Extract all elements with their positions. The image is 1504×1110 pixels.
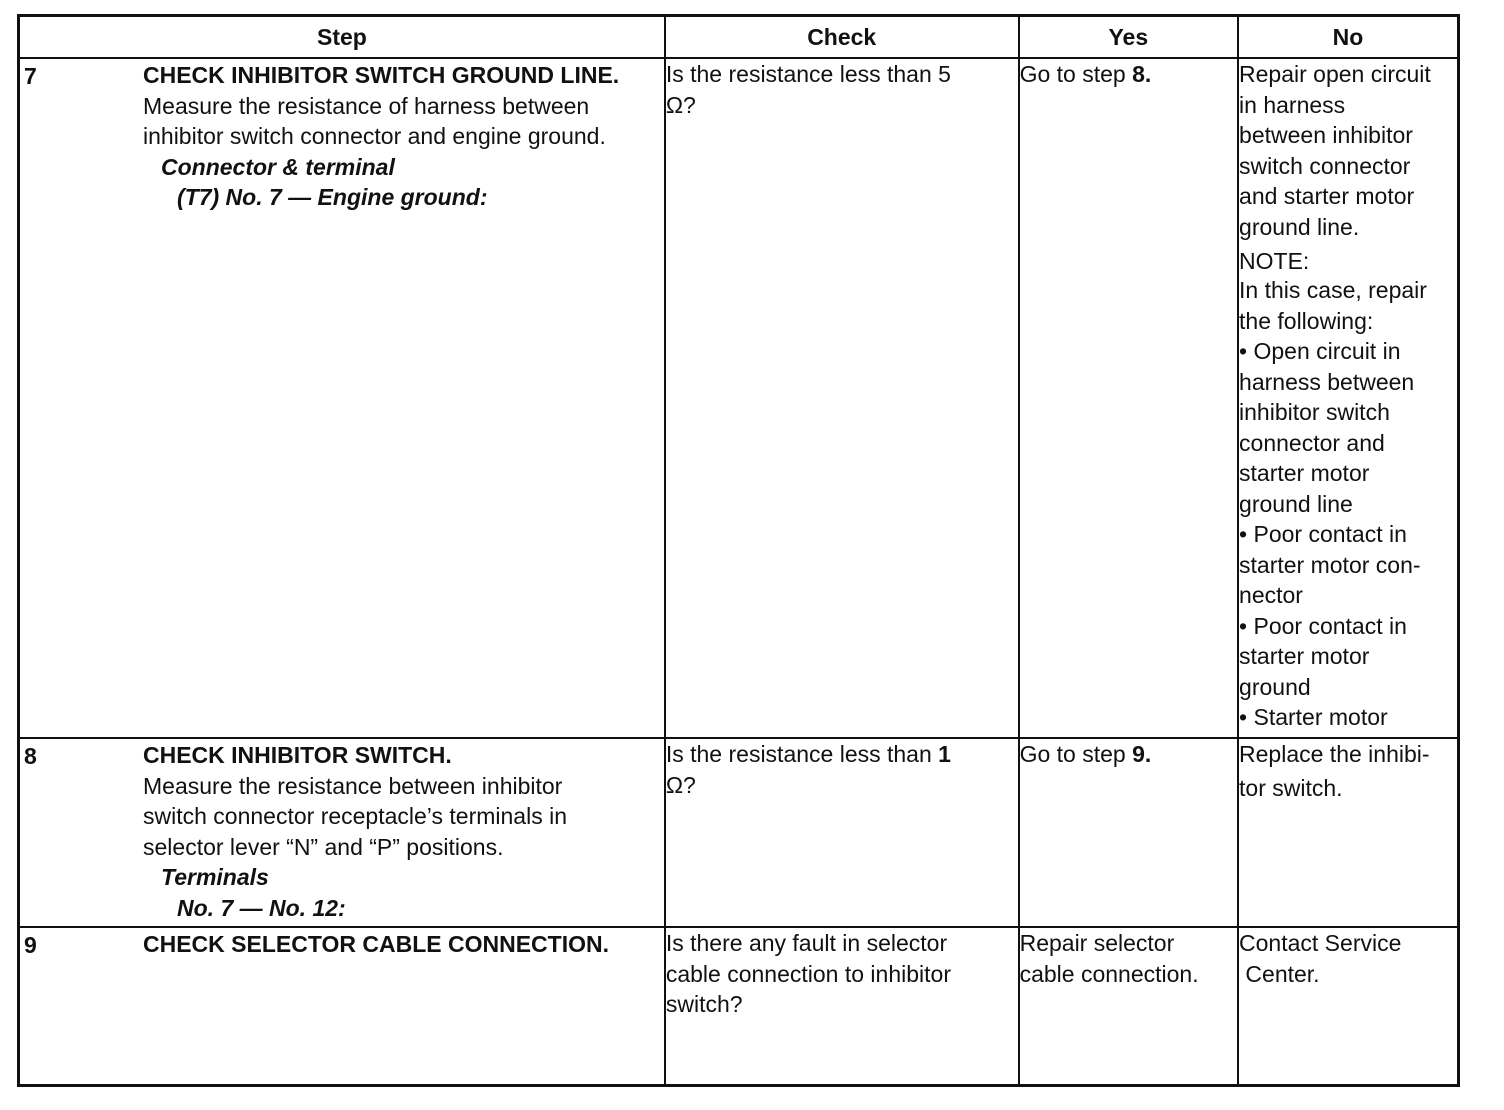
note-label: NOTE:	[1239, 248, 1310, 274]
step-title: CHECK SELECTOR CABLE CONNECTION.	[143, 931, 609, 957]
diagnostic-table	[17, 14, 1460, 1087]
spec-value: (T7) No. 7 — Engine ground:	[177, 184, 488, 210]
no-line: Center.	[1239, 960, 1320, 987]
table-row-step-8	[19, 738, 1459, 927]
spec-value: No. 7 — No. 12:	[177, 894, 346, 921]
bullet-line: inhibitor switch	[1239, 399, 1390, 425]
check-line: Is there any fault in selector	[665, 930, 948, 956]
bullet-line: ground line	[1239, 490, 1353, 517]
step-number: 9	[24, 932, 37, 958]
step-desc-line: Measure the resistance of harness between	[143, 92, 590, 119]
table-row-step-7	[19, 58, 1459, 738]
no-cell	[1238, 927, 1458, 1085]
step-number: 8	[24, 743, 37, 769]
yes-cell	[1019, 738, 1238, 927]
no-line: switch connector	[1239, 152, 1411, 179]
check-cell	[665, 58, 1019, 738]
step-cell	[19, 58, 665, 738]
yes-cell	[1019, 58, 1238, 738]
bullet-line: starter motor	[1239, 643, 1370, 669]
no-line: Contact Service	[1239, 930, 1402, 956]
bullet-line: ground	[1239, 673, 1311, 700]
yes-step-ref: 8.	[1132, 61, 1152, 87]
bullet-line: • Open circuit in	[1239, 338, 1401, 364]
header-yes: Yes	[1019, 16, 1238, 59]
yes-line: Repair selector	[1019, 930, 1175, 956]
yes-text: Go to step	[1019, 741, 1133, 767]
table-row-step-9	[19, 927, 1459, 1085]
bullet-line: • Starter motor	[1239, 704, 1388, 730]
bullet-line: • Poor contact in	[1239, 612, 1407, 639]
yes-text: Go to step	[1019, 61, 1133, 87]
no-line: and starter motor	[1239, 183, 1415, 209]
bullet-line: harness between	[1239, 368, 1415, 395]
yes-line: cable connection.	[1019, 960, 1199, 987]
no-line: Repair open circuit	[1239, 61, 1431, 87]
bullet-line: connector and	[1239, 429, 1385, 456]
no-line: tor switch.	[1239, 774, 1343, 801]
check-line: Is the resistance less than 5	[665, 61, 951, 87]
no-line: ground line.	[1239, 213, 1360, 240]
note-line: the following:	[1239, 307, 1374, 334]
check-line: cable connection to inhibitor	[665, 960, 951, 987]
note-line: In this case, repair	[1239, 277, 1427, 303]
check-text: Is the resistance less than	[665, 741, 939, 767]
step-cell	[19, 738, 665, 927]
step-title: CHECK INHIBITOR SWITCH.	[143, 742, 452, 768]
no-line: between inhibitor	[1239, 122, 1413, 148]
no-cell	[1238, 738, 1458, 927]
header-check: Check	[665, 16, 1019, 59]
step-desc-line: switch connector receptacle’s terminals in	[143, 803, 567, 829]
check-line: switch?	[665, 991, 743, 1017]
step-cell	[19, 927, 665, 1085]
yes-cell	[1019, 927, 1238, 1085]
step-number: 7	[24, 63, 37, 89]
yes-step-ref: 9.	[1132, 741, 1152, 767]
spec-label: Terminals	[161, 864, 269, 890]
step-title: CHECK INHIBITOR SWITCH GROUND LINE.	[143, 62, 620, 88]
header-no: No	[1238, 16, 1458, 59]
bullet-line: nector	[1239, 582, 1303, 608]
header-row	[19, 16, 1459, 59]
bullet-line: starter motor con-	[1239, 551, 1421, 578]
check-cell	[665, 927, 1019, 1085]
no-cell	[1238, 58, 1458, 738]
check-cell	[665, 738, 1019, 927]
no-line: in harness	[1239, 91, 1346, 118]
step-desc-line: inhibitor switch connector and engine ground.	[143, 123, 606, 149]
check-unit: Ω?	[665, 771, 696, 798]
bullet-line: starter motor	[1239, 460, 1370, 486]
bullet-line: • Poor contact in	[1239, 521, 1407, 547]
check-line: Ω?	[665, 91, 696, 118]
no-line: Replace the inhibi-	[1239, 741, 1430, 767]
header-step: Step	[19, 16, 665, 59]
spec-label: Connector & terminal	[161, 153, 395, 180]
step-desc-line: Measure the resistance between inhibitor	[143, 772, 563, 799]
check-value: 1	[938, 741, 951, 767]
step-desc-line: selector lever “N” and “P” positions.	[143, 833, 504, 860]
